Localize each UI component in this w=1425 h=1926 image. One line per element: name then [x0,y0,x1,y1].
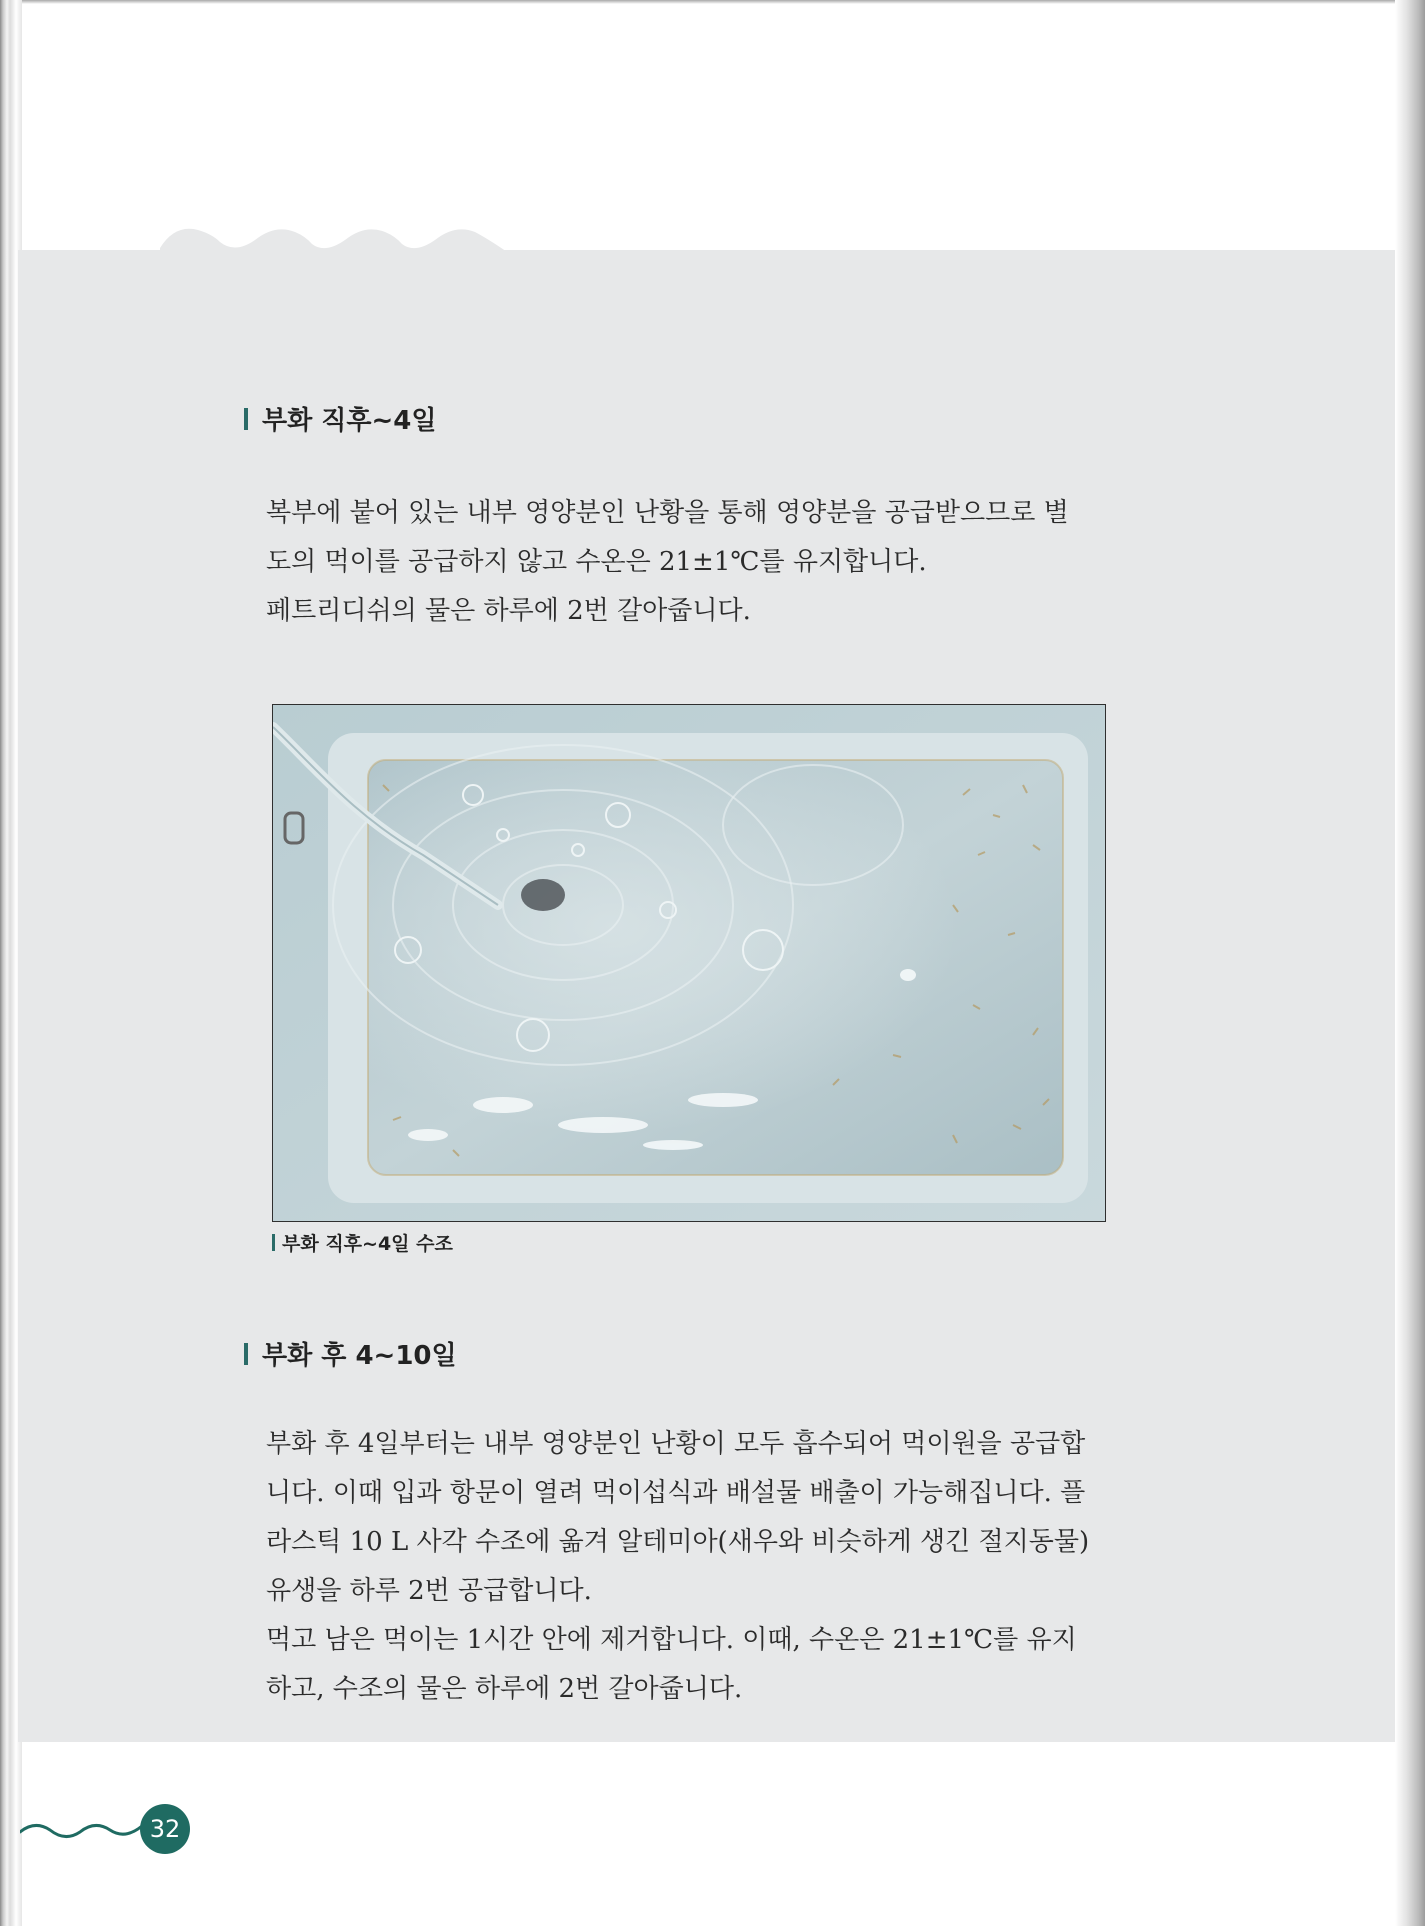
text-line: 먹고 남은 먹이는 1시간 안에 제거합니다. 이때, 수온은 21±1℃를 유지 [266,1625,1077,1655]
figure-caption [272,1229,453,1256]
section-1-paragraph [266,489,1098,636]
text-line: 부화 후 4일부터는 내부 영양분인 난황이 모두 흡수되어 먹이원을 공급합 [266,1429,1086,1459]
section-title-2 [244,1335,457,1372]
text-line: 니다. 이때 입과 항문이 열려 먹이섭식과 배설물 배출이 가능해집니다. 플 [266,1478,1086,1508]
section-2-paragraph [266,1420,1098,1714]
text-line: 라스틱 10 L 사각 수조에 옮겨 알테미아(새우와 비슷하게 생긴 절지동물) [266,1527,1090,1557]
tank-photo [272,704,1106,1222]
page-top-edge [0,0,1425,4]
text-line: 하고, 수조의 물은 하루에 2번 갈아줍니다. [266,1674,743,1704]
tank-photo-illustration [273,705,1105,1221]
text-line: 유생을 하루 2번 공급합니다. [266,1576,592,1606]
text-line: 복부에 붙어 있는 내부 영양분인 난황을 통해 영양분을 공급받으므로 별 [266,498,1069,528]
page-number-badge [140,1804,190,1854]
section-title-text: 부화 직후~4일 [262,406,437,436]
text-line: 페트리디쉬의 물은 하루에 2번 갈아줍니다. [266,596,751,626]
caption-bar-accent [272,1234,275,1251]
title-bar-accent [244,1343,248,1365]
wave-decoration-bottom [20,1810,142,1850]
title-bar-accent [244,408,248,430]
section-title-text: 부화 후 4~10일 [262,1341,457,1371]
page-right-edge [1395,0,1425,1926]
text-line: 도의 먹이를 공급하지 않고 수온은 21±1℃를 유지합니다. [266,547,927,577]
caption-text: 부화 직후~4일 수조 [282,1233,453,1255]
page-number: 32 [149,1815,181,1843]
section-title-1 [244,400,437,437]
